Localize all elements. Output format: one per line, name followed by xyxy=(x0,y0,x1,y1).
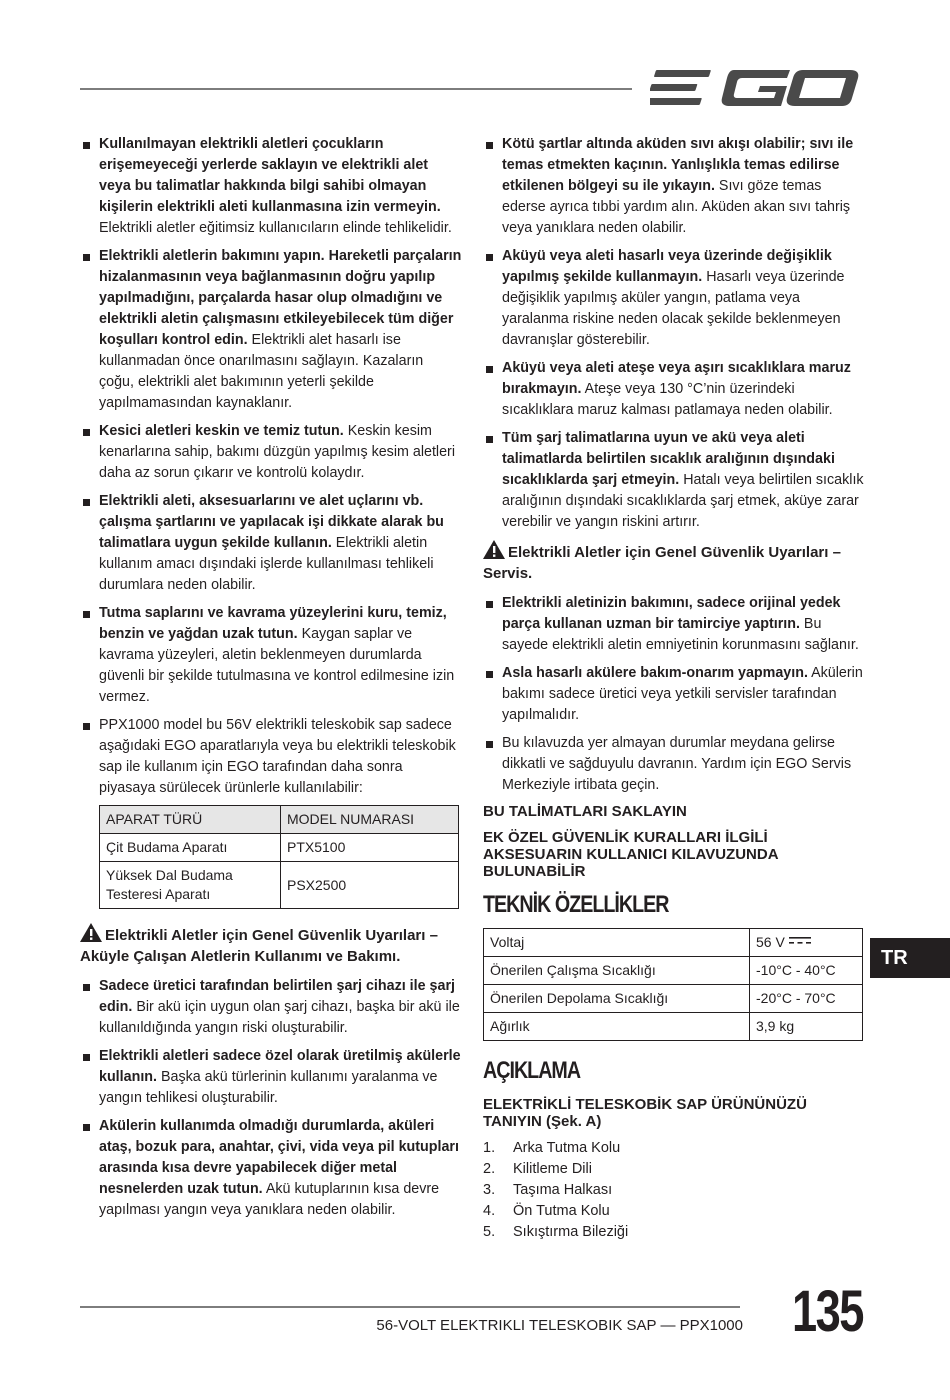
bullet-bold-text: Kesici aletleri keskin ve temiz tutun. xyxy=(99,423,344,439)
list-item xyxy=(483,733,865,796)
list-item xyxy=(80,1046,462,1109)
list-item xyxy=(483,663,865,726)
footer-rule xyxy=(80,1306,740,1308)
dc-symbol-icon xyxy=(789,937,811,945)
warning-triangle-icon xyxy=(80,923,102,942)
warning-heading-service xyxy=(483,540,865,584)
bullet-text: Sıvı göze temas ederse ayrıca tıbbi yardım alın. Aküden akan sıvı tahriş veya yanıklara neden olabilir. xyxy=(502,178,851,236)
list-item xyxy=(80,603,462,708)
bullet-text: Akü kutuplarının kısa devre yapılması yangın veya yanıklara neden olabilir. xyxy=(99,1181,440,1218)
list-item xyxy=(483,246,865,351)
list-item xyxy=(483,593,865,656)
warning-heading-battery xyxy=(80,923,462,967)
ego-logo xyxy=(650,64,862,112)
spec-label: Önerilen Çalışma Sıcaklığı xyxy=(484,957,750,985)
bullet-bold-text: Elektrikli aletinizin bakımını, sadece orijinal yedek parça kullanan uzman bir tamirciye yaptırın. xyxy=(502,595,841,632)
bullet-list-right-b xyxy=(483,593,865,796)
spec-label: Ağırlık xyxy=(484,1013,750,1041)
table-row xyxy=(100,834,459,862)
tech-specs-title: TEKNİK ÖZELLİKLER xyxy=(483,891,669,918)
bullet-text: Hasarlı veya üzerinde değişiklik yapılmış aküler yangın, patlama veya yaralanma riskine neden olacak şekilde beklenmeyen davranışlar gösterebilir. xyxy=(502,269,845,348)
warning-heading-text: Elektrikli Aletler için Genel Güvenlik Uyarıları – Servis. xyxy=(483,544,841,582)
bullet-bold-text: Asla hasarlı akülere bakım-onarım yapmayın. xyxy=(502,665,808,681)
list-item xyxy=(483,134,865,239)
table-cell: Yüksek Dal Budama Testeresi Aparatı xyxy=(100,862,281,909)
language-tab: TR xyxy=(870,938,950,978)
list-item xyxy=(483,428,865,533)
left-column xyxy=(80,134,462,1228)
table-row xyxy=(100,862,459,909)
table-header-cell: APARAT TÜRÜ xyxy=(100,806,281,834)
bullet-text: Elektrikli aletin kullanım amacı dışındaki işlerde kullanılması tehlikeli durumlara neden olabilir. xyxy=(99,535,434,593)
bullet-text: Elektrikli alet hasarlı ise kullanmadan önce onarılmasını sağlayın. Kazaların çoğu, elektrikli alet bakımının yeterli şekilde yapılmamasından kaynaklanır. xyxy=(99,332,424,411)
bullet-text: Bir akü için uygun olan şarj cihazı, başka bir akü ile kullanıldığında yangın riski oluşturabilir. xyxy=(99,999,460,1036)
spec-value: 56 V xyxy=(750,929,863,957)
bullet-text: PPX1000 model bu 56V elektrikli teleskobik sap sadece aşağıdaki EGO aparatlarıyla veya bu elektrikli teleskobik sap ile kullanım için EGO tarafından daha sonra piyasaya sürülecek ürünlerle kullanılabilir: xyxy=(99,717,456,796)
bullet-list-right-a xyxy=(483,134,865,533)
bullet-text: Elektrikli aletler eğitimsiz kullanıcıların elinde tehlikelidir. xyxy=(99,220,452,236)
accessory-table xyxy=(99,805,459,909)
list-item xyxy=(80,421,462,484)
table-header-row xyxy=(100,806,459,834)
save-instructions-heading: BU TALİMATLARI SAKLAYIN xyxy=(483,803,687,820)
bullet-text: Bu sayede elektrikli aletin emniyetinin korunmasını sağlanır. xyxy=(502,616,859,653)
bullet-text: Ateşe veya 130 °C’nin üzerindeki sıcaklıklara maruz kalması patlamaya neden olabilir. xyxy=(502,381,833,418)
list-item xyxy=(80,491,462,596)
list-item: 5. Sıkıştırma Bileziği xyxy=(483,1224,629,1240)
list-item xyxy=(80,1116,462,1221)
bullet-text: Keskin kesim kenarlarına sahip, bakımı düzgün yapılmış kesim aletleri daha az sorun çıkarır ve kontrolü kolaydır. xyxy=(99,423,455,481)
list-item xyxy=(80,134,462,239)
table-row xyxy=(484,929,863,957)
footer-title: 56-VOLT ELEKTRIKLI TELESKOBIK SAP — PPX1000 xyxy=(376,1317,743,1334)
bullet-bold-text: Elektrikli aletleri sadece özel olarak üretilmiş akülerle kullanın. xyxy=(99,1048,461,1085)
bullet-text: Akülerin bakımı sadece üretici veya yetkili servisler tarafından yapılmalıdır. xyxy=(502,665,863,723)
bullet-bold-text: Elektrikli aletlerin bakımını yapın. Hareketli parçaların hizalanmasının veya bağlanmasının doğru yapılıp yapılmadığını, parçalarda hasar olup olmadığını ve elektrikli aletin çalışmasını etkileyebilecek tüm diğer koşulları kontrol edin. xyxy=(99,248,462,348)
right-column xyxy=(483,134,865,1243)
bullet-text: Hatalı veya belirtilen sıcaklık aralığının dışındaki sıcaklıklarda şarj etmek, aküye zarar verebilir ve yangın riskini artırır. xyxy=(502,472,864,530)
list-item xyxy=(483,358,865,421)
page-number: 135 xyxy=(792,1279,863,1344)
header-rule xyxy=(80,88,632,90)
table-row xyxy=(484,957,863,985)
list-item xyxy=(80,715,462,799)
table-row xyxy=(484,985,863,1013)
spec-label: Voltaj xyxy=(484,929,750,957)
list-item xyxy=(80,976,462,1039)
bullet-bold-text: Elektrikli aleti, aksesuarlarını ve alet uçlarını vb. çalışma şartlarını ve yapılacak işi dikkate alarak bu talimatlara uygun şekilde kullanın. xyxy=(99,493,444,551)
bullet-bold-text: Kullanılmayan elektrikli aletleri çocukların erişemeyeceği yerlerde saklayın ve elektrikli alet veya bu talimatlar hakkında bilgi sahibi olmayan kişilerin elektrikli aleti kullanmasına izin vermeyin. xyxy=(99,136,441,215)
table-cell: PTX5100 xyxy=(281,834,459,862)
spec-value: -10°C - 40°C xyxy=(750,957,863,985)
bullet-text: Başka akü türlerinin kullanımı yaralanma ve yangın tehlikesi oluşturabilir. xyxy=(99,1069,438,1106)
parts-list xyxy=(483,1138,865,1243)
warning-triangle-icon xyxy=(483,540,505,559)
list-item: 4. Ön Tutma Kolu xyxy=(483,1203,610,1219)
list-item: 1. Arka Tutma Kolu xyxy=(483,1140,621,1156)
bullet-text: Bu kılavuzda yer almayan durumlar meydana gelirse dikkatli ve sağduyulu davranın. Yardım için EGO Servis Merkeziyle irtibata geçin. xyxy=(502,735,852,793)
spec-label: Önerilen Depolama Sıcaklığı xyxy=(484,985,750,1013)
table-cell: PSX2500 xyxy=(281,862,459,909)
spec-value: -20°C - 70°C xyxy=(750,985,863,1013)
bullet-text: Kaygan saplar ve kavrama yüzeyleri, aletin beklenmeyen durumlarda güvenli bir şekilde tutulmasına ve kontrol edilmesine izin vermez. xyxy=(99,626,455,705)
bullet-list-left-a xyxy=(80,134,462,708)
bullet-bold-text: Sadece üretici tarafından belirtilen şarj cihazı ile şarj edin. xyxy=(99,978,455,1015)
bullet-bold-text: Akülerin kullanımda olmadığı durumlarda, aküleri ataş, bozuk para, anahtar, çivi, vida veya pil kutupları arasında kısa devre yapabilecek diğer metal nesnelerden uzak tutun. xyxy=(99,1118,459,1197)
bullet-bold-text: Aküyü veya aleti hasarlı veya üzerinde değişiklik yapılmış şekilde kullanmayın. xyxy=(502,248,832,285)
description-title: AÇIKLAMA xyxy=(483,1057,581,1084)
table-header-cell: MODEL NUMARASI xyxy=(281,806,459,834)
warning-heading-text: Elektrikli Aletler için Genel Güvenlik Uyarıları – Aküyle Çalışan Aletlerin Kullanımı ve Bakımı. xyxy=(80,927,438,965)
table-cell: Çit Budama Aparatı xyxy=(100,834,281,862)
tech-specs-table xyxy=(483,928,863,1041)
bullet-bold-text: Kötü şartlar altında aküden sıvı akışı olabilir; sıvı ile temas etmekten kaçının. Yanlışlıkla temas edilirse etkilenen bölgeyi su ile yıkayın. xyxy=(502,136,854,194)
bullet-bold-text: Aküyü veya aleti ateşe veya aşırı sıcaklıklara maruz bırakmayın. xyxy=(502,360,851,397)
description-subheading: ELEKTRİKLİ TELESKOBİK SAP ÜRÜNÜNÜZÜ TANIYIN (Şek. A) xyxy=(483,1096,807,1130)
list-item xyxy=(80,246,462,414)
table-row xyxy=(484,1013,863,1041)
extra-rules-heading: EK ÖZEL GÜVENLİK KURALLARI İLGİLİ AKSESUARIN KULLANICI KILAVUZUNDA BULUNABİLİR xyxy=(483,829,778,880)
bullet-bold-text: Tüm şarj talimatlarına uyun ve akü veya aleti talimatlarda belirtilen sıcaklık aralığının dışındaki sıcaklıklarda şarj etmeyin. xyxy=(502,430,835,488)
bullet-list-left-b xyxy=(80,976,462,1221)
list-item: 3. Taşıma Halkası xyxy=(483,1182,613,1198)
list-item: 2. Kilitleme Dili xyxy=(483,1161,592,1177)
spec-value: 3,9 kg xyxy=(750,1013,863,1041)
bullet-bold-text: Tutma saplarını ve kavrama yüzeylerini kuru, temiz, benzin ve yağdan uzak tutun. xyxy=(99,605,447,642)
